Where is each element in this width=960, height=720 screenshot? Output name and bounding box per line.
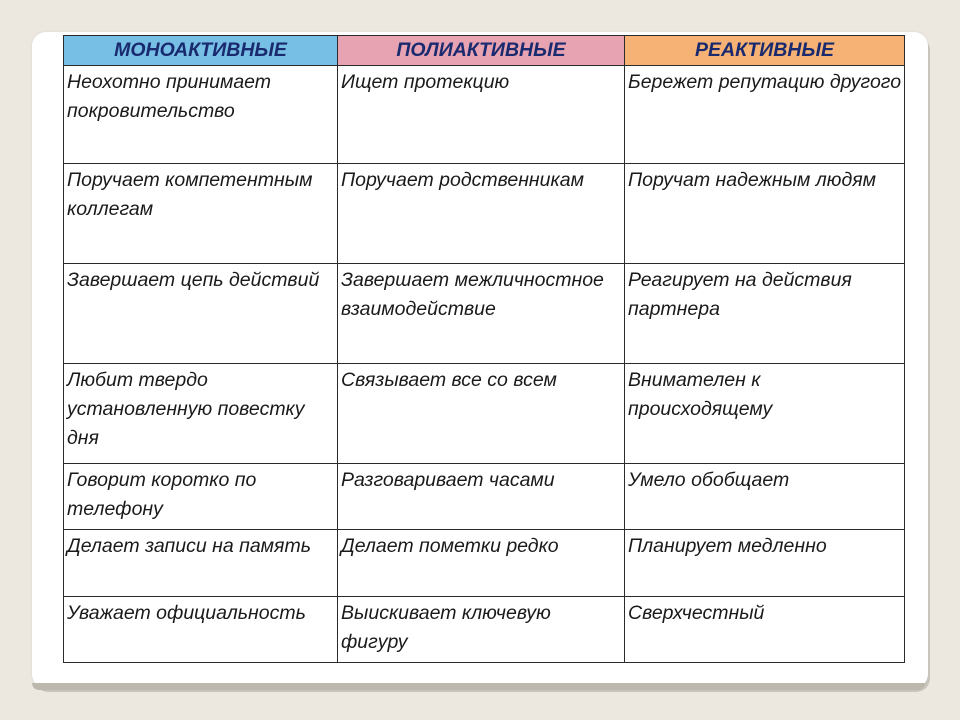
cell-react: Сверхчестный: [625, 597, 905, 663]
table-row: [64, 164, 905, 264]
cell-poly: Ищет протекцию: [338, 66, 625, 164]
comparison-table: [63, 35, 905, 663]
cell-poly: Выискивает ключевую фигуру: [338, 597, 625, 663]
cell-mono: Говорит коротко по телефону: [64, 464, 338, 530]
table-row: [64, 264, 905, 364]
cell-mono: Неохотно принимает покровительство: [64, 66, 338, 164]
cell-poly: Делает пометки редко: [338, 530, 625, 597]
cell-react: Внимателен к происходящему: [625, 364, 905, 464]
cell-poly: Связывает все со всем: [338, 364, 625, 464]
cell-poly: Завершает межличностное взаимодействие: [338, 264, 625, 364]
slide-shadow-bar: [32, 683, 925, 690]
cell-mono: Завершает цепь действий: [64, 264, 338, 364]
table-row: [64, 464, 905, 530]
header-row: [64, 36, 905, 66]
cell-poly: Поручает родственникам: [338, 164, 625, 264]
cell-react: Планирует медленно: [625, 530, 905, 597]
header-reactive: РЕАКТИВНЫЕ: [625, 36, 905, 66]
cell-mono: Любит твердо установленную повестку дня: [64, 364, 338, 464]
cell-react: Умело обобщает: [625, 464, 905, 530]
table-row: [64, 66, 905, 164]
header-polyactive: ПОЛИАКТИВНЫЕ: [338, 36, 625, 66]
cell-mono: Уважает официальность: [64, 597, 338, 663]
table-row: [64, 364, 905, 464]
header-monoactive: МОНОАКТИВНЫЕ: [64, 36, 338, 66]
table-row: [64, 597, 905, 663]
cell-mono: Делает записи на память: [64, 530, 338, 597]
cell-mono: Поручает компетентным коллегам: [64, 164, 338, 264]
table-row: [64, 530, 905, 597]
cell-poly: Разговаривает часами: [338, 464, 625, 530]
cell-react: Реагирует на действия партнера: [625, 264, 905, 364]
cell-react: Бережет репутацию другого: [625, 66, 905, 164]
cell-react: Поручат надежным людям: [625, 164, 905, 264]
